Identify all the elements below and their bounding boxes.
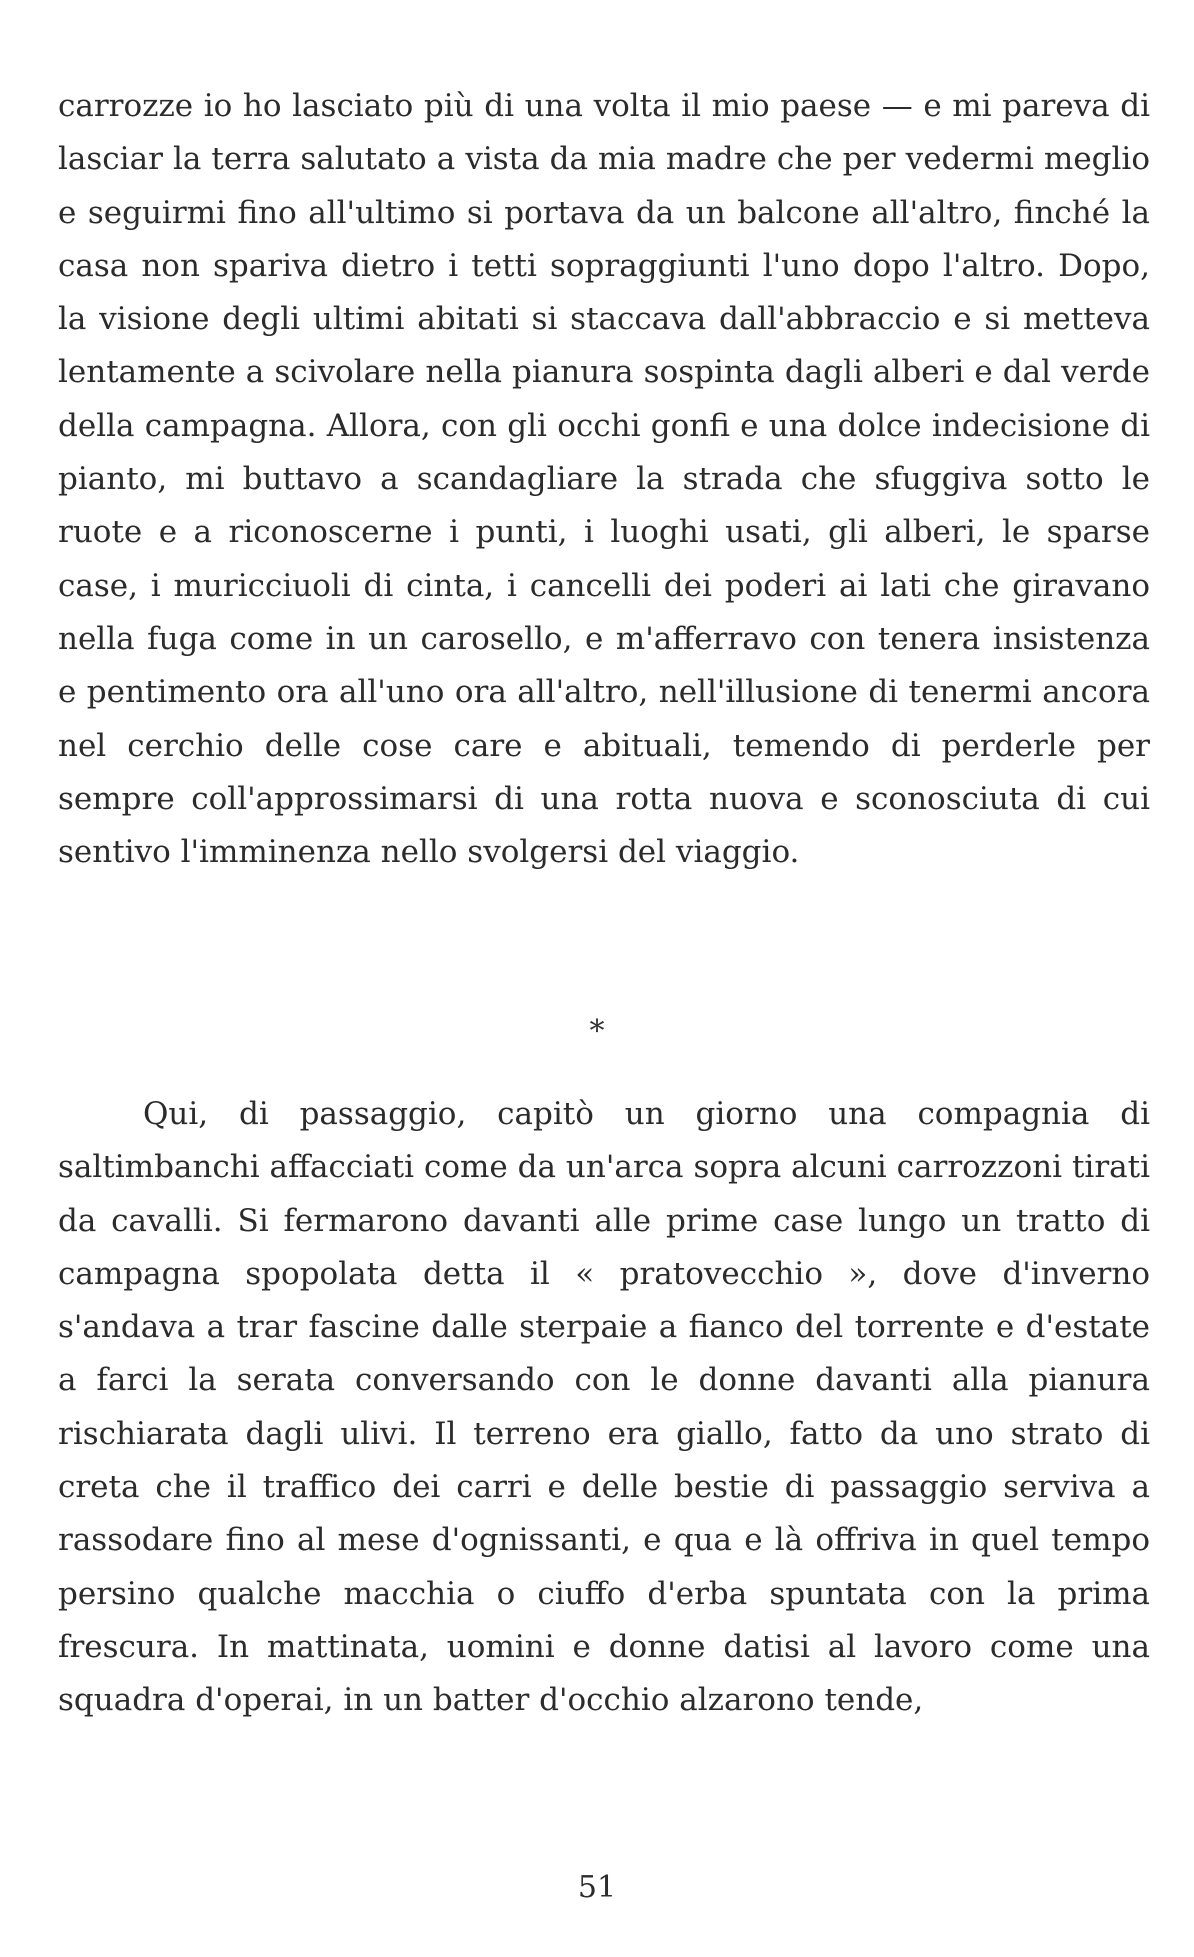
paragraph-saltimbanchi: Qui, di passaggio, capitò un giorno una compagnia di saltimbanchi affacciati come da un'arca sopra alcuni carrozzoni tirati da cavalli. Si fermarono davanti alle prime case lungo un tratto di campagna spopolata detta il « pratovecchio », dove d'inverno s'andava a trar fascine dalle sterpaie a fianco del torrente e d'estate a farci la serata conversando con le donne davanti alla pianura rischiarata dagli ulivi. Il terreno era giallo, fatto da uno strato di creta che il traffico dei carri e delle bestie di passaggio serviva a rassodare fino al mese d'ognissanti, e qua e là offriva in quel tempo persino qualche macchia o ciuffo d'erba spuntata con la prima frescura. In mattinata, uomini e donne datisi al lavoro come una squadra d'operai, in un batter d'occhio alzarono tende, <box>58 1096 1150 1719</box>
paragraph-continuation: carrozze io ho lasciato più di una volta il mio paese — e mi pareva di lasciar la terra salutato a vista da mia madre che per vedermi meglio e seguirmi fino all'ultimo si portava da un balcone all'altro, finché la casa non spariva dietro i tetti sopraggiunti l'uno dopo l'altro. Dopo, la visione degli ultimi abitati si staccava dall'abbraccio e si metteva lentamente a scivolare nella pianura sospinta dagli alberi e dal verde della campagna. Allora, con gli occhi gonfi e una dolce indecisione di pianto, mi buttavo a scandagliare la strada che sfuggiva sotto le ruote e a riconoscerne i punti, i luoghi usati, gli alberi, le sparse case, i muricciuoli di cinta, i cancelli dei poderi ai lati che giravano nella fuga come in un carosello, e m'afferravo con tenera insistenza e pentimento ora all'uno ora all'altro, nell'illusione di tenermi ancora nel cerchio delle cose care e abituali, temendo di perderle per sempre coll'approssimarsi di una rotta nuova e sconosciuta di cui sentivo l'imminenza nello svolgersi del viaggio. <box>58 88 1150 871</box>
page-number: 51 <box>577 1870 617 1905</box>
section-separator-asterisk: * <box>589 1014 605 1049</box>
